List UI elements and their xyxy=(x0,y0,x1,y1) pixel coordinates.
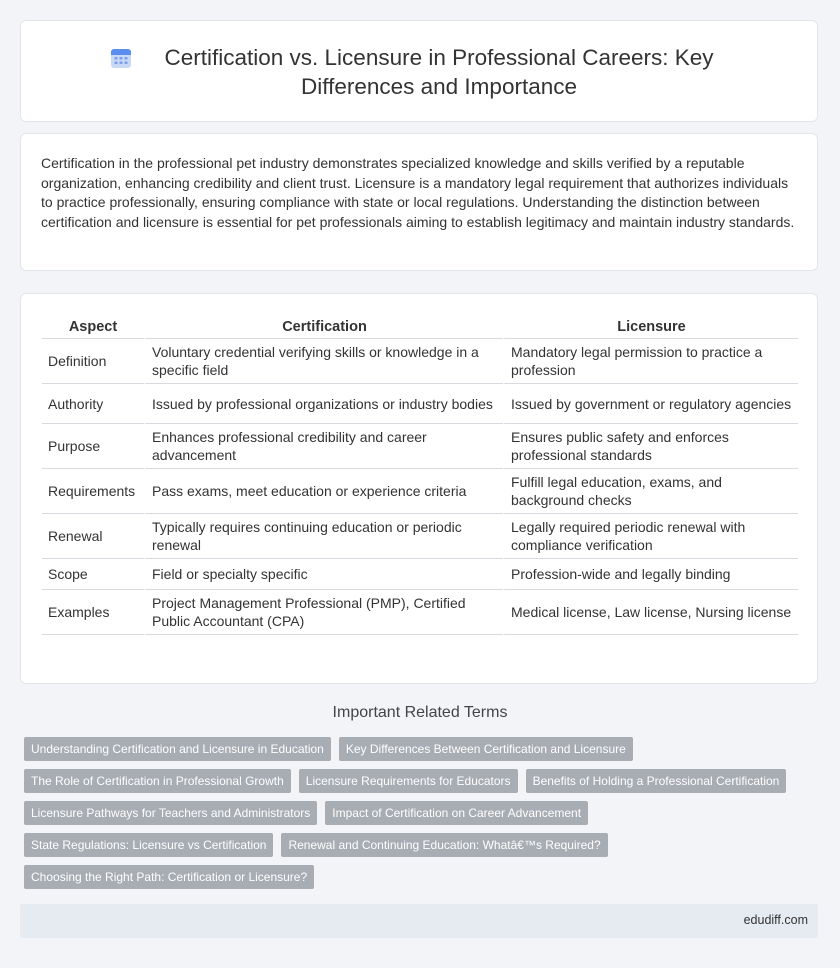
footer-site-link[interactable]: edudiff.com xyxy=(743,913,808,927)
row-licensure: Profession-wide and legally binding xyxy=(503,559,798,590)
row-aspect: Scope xyxy=(42,559,144,590)
row-aspect: Examples xyxy=(42,590,144,635)
related-term-tag[interactable]: Renewal and Continuing Education: Whatâ€™s Required? xyxy=(281,833,607,857)
header-certification: Certification xyxy=(144,314,503,339)
row-certification: Typically requires continuing education or periodic renewal xyxy=(144,514,503,559)
row-certification: Pass exams, meet education or experience criteria xyxy=(144,469,503,514)
row-aspect: Renewal xyxy=(42,514,144,559)
table-header-row xyxy=(42,314,798,339)
comparison-table xyxy=(42,314,798,635)
related-term-tag[interactable]: Licensure Requirements for Educators xyxy=(299,769,518,793)
title-card xyxy=(20,20,818,122)
row-certification: Project Management Professional (PMP), Certified Public Accountant (CPA) xyxy=(144,590,503,635)
related-term-tag[interactable]: Choosing the Right Path: Certification or Licensure? xyxy=(24,865,314,889)
row-aspect: Requirements xyxy=(42,469,144,514)
row-certification: Voluntary credential verifying skills or knowledge in a specific field xyxy=(144,339,503,384)
row-aspect: Authority xyxy=(42,384,144,424)
table-row xyxy=(42,559,798,590)
intro-card xyxy=(20,133,818,271)
page-title: Certification vs. Licensure in Professional Careers: Key Differences and Importance xyxy=(164,45,714,99)
row-aspect: Definition xyxy=(42,339,144,384)
table-row xyxy=(42,339,798,384)
footer-bar xyxy=(20,904,818,938)
related-term-tag[interactable]: Benefits of Holding a Professional Certification xyxy=(526,769,787,793)
header-licensure: Licensure xyxy=(503,314,798,339)
row-certification: Issued by professional organizations or industry bodies xyxy=(144,384,503,424)
row-licensure: Legally required periodic renewal with compliance verification xyxy=(503,514,798,559)
row-aspect: Purpose xyxy=(42,424,144,469)
table-row xyxy=(42,590,798,635)
table-row xyxy=(42,514,798,559)
related-terms-list xyxy=(24,737,814,897)
related-term-tag[interactable]: Licensure Pathways for Teachers and Administrators xyxy=(24,801,317,825)
row-licensure: Medical license, Law license, Nursing license xyxy=(503,590,798,635)
row-licensure: Issued by government or regulatory agencies xyxy=(503,384,798,424)
row-certification: Field or specialty specific xyxy=(144,559,503,590)
related-term-tag[interactable]: Impact of Certification on Career Advancement xyxy=(325,801,588,825)
intro-paragraph: Certification in the professional pet industry demonstrates specialized knowledge and skills verified by a reputable organization, enhancing credibility and client trust. Licensure is a mandatory legal requirement that authorizes individuals to practice professionally, ensuring compliance with state or local regulations. Understanding the distinction between certification and licensure is essential for pet professionals aiming to establish legitimacy and maintain industry standards. xyxy=(41,155,795,230)
row-certification: Enhances professional credibility and career advancement xyxy=(144,424,503,469)
related-term-tag[interactable]: The Role of Certification in Professional Growth xyxy=(24,769,291,793)
related-term-tag[interactable]: Key Differences Between Certification and Licensure xyxy=(339,737,633,761)
related-term-tag[interactable]: Understanding Certification and Licensure in Education xyxy=(24,737,331,761)
table-row xyxy=(42,424,798,469)
row-licensure: Ensures public safety and enforces professional standards xyxy=(503,424,798,469)
related-term-tag[interactable]: State Regulations: Licensure vs Certification xyxy=(24,833,273,857)
table-row xyxy=(42,469,798,514)
row-licensure: Mandatory legal permission to practice a profession xyxy=(503,339,798,384)
header-aspect: Aspect xyxy=(42,314,144,339)
related-terms-heading: Important Related Terms xyxy=(332,704,508,721)
comparison-card xyxy=(20,293,818,684)
row-licensure: Fulfill legal education, exams, and background checks xyxy=(503,469,798,514)
table-row xyxy=(42,384,798,424)
